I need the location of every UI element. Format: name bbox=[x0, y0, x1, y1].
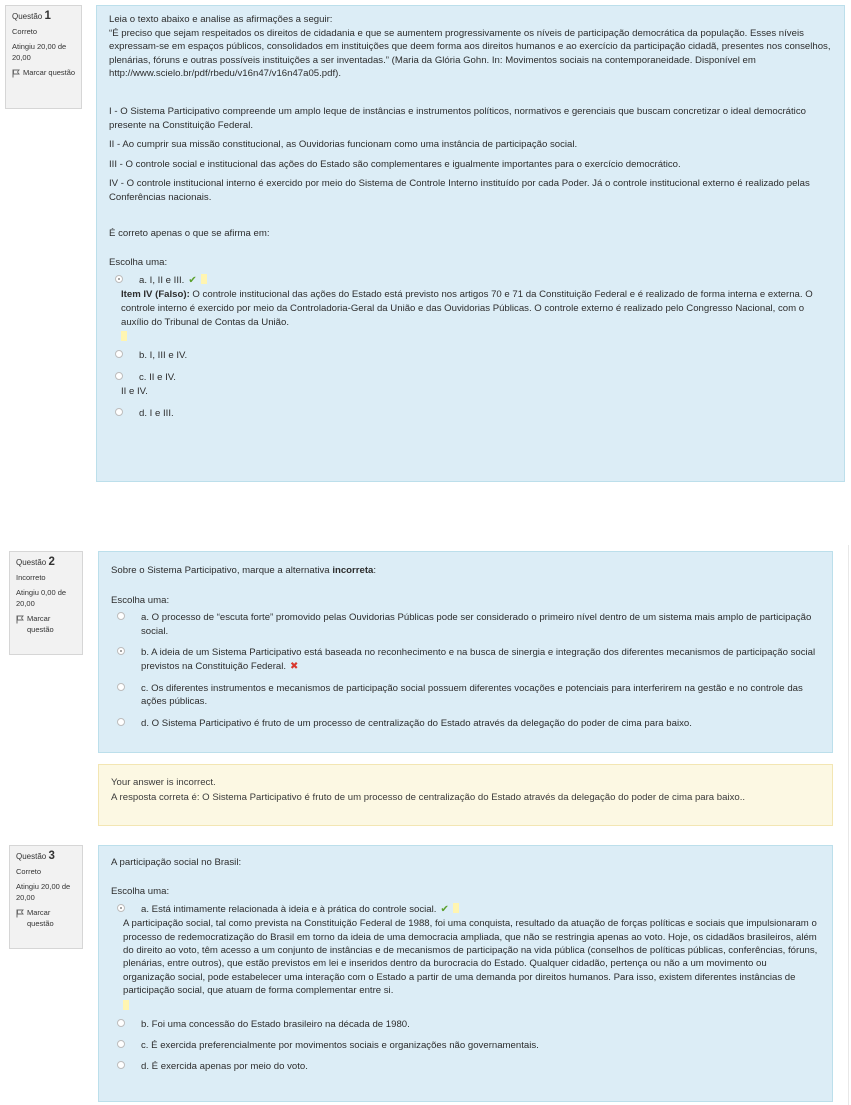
choose-one-label: Escolha uma: bbox=[111, 594, 170, 606]
highlight-marker bbox=[453, 903, 459, 913]
answer-option-c[interactable] bbox=[109, 371, 832, 399]
question-state: Incorreto bbox=[16, 573, 46, 582]
answer-option-d[interactable] bbox=[111, 1060, 820, 1073]
question-state: Correto bbox=[12, 27, 38, 36]
radio-button[interactable] bbox=[117, 1040, 125, 1048]
flag-question-button[interactable] bbox=[16, 613, 77, 635]
question-2-outcome bbox=[98, 764, 833, 826]
answer-option-c[interactable] bbox=[111, 1039, 820, 1052]
answer-feedback: A participação social, tal como prevista na Constituição Federal de 1988, foi uma conquista, resultado da atuação de forças políticas e sociais que impulsionaram o processo de redemocratização do Brasil em torno da ideia de uma democracia ampliada, que não se restringia apenas ao voto. Hoje, os cidadãos brasileiros, além do direito ao voto, têm acesso a um conjunto de instâncias e de mecanismos de participação na vida pública (conselhos de políticas públicas, conferências, fóruns, plenárias, entre outros), que estão previstos em lei e inseridos dentro da burocracia do Estado. Qualquer cidadão, pertença ou não a um movimento ou organização social, pode estabelecer uma interação com o Estado a partir de uma demanda por direitos humanos. Para isso, existem diferentes instâncias de participação social, que atuam de forma complementar entre si. bbox=[123, 918, 818, 997]
question-1-info bbox=[5, 5, 82, 109]
answer-feedback: Item IV (Falso): O controle institucional das ações do Estado está previsto nos artigos 70 e 71 da Constituição Federal e é realizado de forma interna e externa. O controle interno é exercido por meio da Controladoria-Geral da União e das Ouvidorias Públicas. O controle externo é realizado pelo Congresso Nacional, com o auxílio do Tribunal de Contas da União. bbox=[121, 289, 813, 328]
answer-option-b[interactable] bbox=[109, 349, 832, 363]
flag-question-label: Marcar questão bbox=[27, 614, 54, 634]
statement-3: III - O controle social e institucional das ações do Estado são complementares e igualmente importantes para o exercício democrático. bbox=[109, 158, 681, 170]
question-1-formulation bbox=[96, 5, 845, 482]
page-divider-line bbox=[848, 545, 849, 1105]
answer-label: d. I e III. bbox=[139, 407, 174, 419]
statement-4: IV - O controle institucional interno é exercido por meio do Sistema de Controle Interno instituído por cada Poder. Já o controle institucional externo é realizado pelas Conferências nacionais. bbox=[109, 178, 810, 203]
answer-option-d[interactable] bbox=[111, 717, 820, 731]
question-3-info bbox=[9, 845, 83, 949]
question-quote: “É preciso que sejam respeitados os direitos de cidadania e que se aumentem progressivamente os níveis de participação democrática da população. Esses níveis expressam-se em espaços públicos, consolidados em instituições que deem forma aos direitos humanos e ao exercício da participação cidadã, presentes nos conselhos, plenárias, fóruns e outras possíveis instituições a ser inventadas.” (Maria da Glória Gohn. In: Movimentos sociais na contemporaneidade. Disponível em http://www.scielo.br/pdf/rbedu/v16n47/v16n47a05.pdf). bbox=[109, 27, 831, 80]
radio-button[interactable] bbox=[117, 1061, 125, 1069]
answer-label: d. É exercida apenas por meio do voto. bbox=[141, 1061, 308, 1073]
radio-button[interactable] bbox=[117, 904, 125, 912]
flag-icon bbox=[12, 69, 20, 78]
answer-feedback: II e IV. bbox=[121, 386, 148, 398]
outcome-status: Your answer is incorrect. bbox=[111, 777, 216, 788]
question-number: Questão 3 bbox=[16, 850, 55, 862]
flag-question-button[interactable] bbox=[16, 907, 77, 929]
flag-question-label: Marcar questão bbox=[23, 68, 76, 77]
flag-icon bbox=[16, 909, 24, 918]
answer-option-b[interactable] bbox=[111, 1018, 820, 1031]
answer-label: a. Está intimamente relacionada à ideia e à prática do controle social. bbox=[141, 903, 437, 915]
highlight-marker bbox=[123, 1000, 129, 1010]
question-number: Questão 2 bbox=[16, 556, 55, 568]
question-intro: Leia o texto abaixo e analise as afirmações a seguir: bbox=[109, 14, 333, 25]
question-grade: Atingiu 20,00 de 20,00 bbox=[12, 42, 67, 62]
answer-option-b[interactable] bbox=[111, 646, 820, 673]
highlight-marker bbox=[201, 274, 207, 284]
correct-check-icon: ✔ bbox=[440, 903, 449, 915]
highlight-marker bbox=[121, 331, 127, 341]
radio-button[interactable] bbox=[115, 275, 123, 283]
answer-option-a[interactable] bbox=[111, 611, 820, 638]
question-2-info bbox=[9, 551, 83, 655]
choose-one-label: Escolha uma: bbox=[109, 257, 168, 269]
answer-label: a. I, II e III. bbox=[139, 274, 185, 286]
question-grade: Atingiu 20,00 de 20,00 bbox=[16, 882, 71, 902]
answer-option-c[interactable] bbox=[111, 682, 820, 709]
question-text: É correto apenas o que se afirma em: bbox=[109, 227, 270, 239]
radio-button[interactable] bbox=[117, 647, 125, 655]
answer-option-a[interactable] bbox=[111, 903, 820, 1010]
radio-button[interactable] bbox=[115, 408, 123, 416]
question-text: Sobre o Sistema Participativo, marque a alternativa incorreta: bbox=[111, 565, 377, 576]
question-2-formulation bbox=[98, 551, 833, 753]
radio-button[interactable] bbox=[117, 718, 125, 726]
answer-option-d[interactable] bbox=[109, 407, 832, 421]
answer-label: b. A ideia de um Sistema Participativo está baseada no reconhecimento e na busca de sinergia e integração dos diferentes mecanismos de participação social previstos na Constituição Federal. bbox=[141, 647, 816, 672]
correct-check-icon: ✔ bbox=[188, 274, 197, 286]
question-text: A participação social no Brasil: bbox=[111, 857, 242, 868]
statement-2: II - Ao cumprir sua missão constitucional, as Ouvidorias funcionam como uma instância de participação social. bbox=[109, 139, 578, 151]
answer-label: b. Foi uma concessão do Estado brasileiro na década de 1980. bbox=[141, 1018, 410, 1030]
correct-answer-text: A resposta correta é: O Sistema Participativo é fruto de um processo de centralização do Estado através da delegação do poder de cima para baixo.. bbox=[111, 792, 746, 803]
question-grade: Atingiu 0,00 de 20,00 bbox=[16, 588, 67, 608]
answer-label: c. Os diferentes instrumentos e mecanismos de participação social possuem diferentes vocações e potenciais para interferirem na gestão e no controle das ações públicas. bbox=[141, 682, 803, 708]
flag-question-label: Marcar questão bbox=[27, 908, 54, 928]
question-3-formulation bbox=[98, 845, 833, 1102]
answer-option-a[interactable] bbox=[109, 274, 832, 341]
flag-question-button[interactable] bbox=[12, 67, 76, 78]
radio-button[interactable] bbox=[117, 683, 125, 691]
radio-button[interactable] bbox=[115, 350, 123, 358]
question-state: Correto bbox=[16, 867, 42, 876]
radio-button[interactable] bbox=[117, 612, 125, 620]
radio-button[interactable] bbox=[115, 372, 123, 380]
answer-label: a. O processo de “escuta forte” promovido pelas Ouvidorias Públicas pode ser considerado o primeiro nível dentro de um sistema mais amplo de participação social. bbox=[141, 612, 812, 637]
incorrect-cross-icon: ✖ bbox=[290, 660, 299, 672]
radio-button[interactable] bbox=[117, 1019, 125, 1027]
answer-label: c. II e IV. bbox=[139, 371, 176, 383]
flag-icon bbox=[16, 615, 24, 624]
answer-label: d. O Sistema Participativo é fruto de um processo de centralização do Estado através da delegação do poder de cima para baixo. bbox=[141, 717, 692, 729]
answer-label: c. É exercida preferencialmente por movimentos sociais e organizações não governamentais. bbox=[141, 1040, 539, 1052]
statement-1: I - O Sistema Participativo compreende um amplo leque de instâncias e instrumentos políticos, normativos e gerenciais que buscam concretizar o ideal democrático presente na Constituição Federal. bbox=[109, 105, 806, 131]
question-number: Questão 1 bbox=[12, 10, 51, 22]
answer-label: b. I, III e IV. bbox=[139, 350, 188, 362]
choose-one-label: Escolha uma: bbox=[111, 886, 170, 898]
